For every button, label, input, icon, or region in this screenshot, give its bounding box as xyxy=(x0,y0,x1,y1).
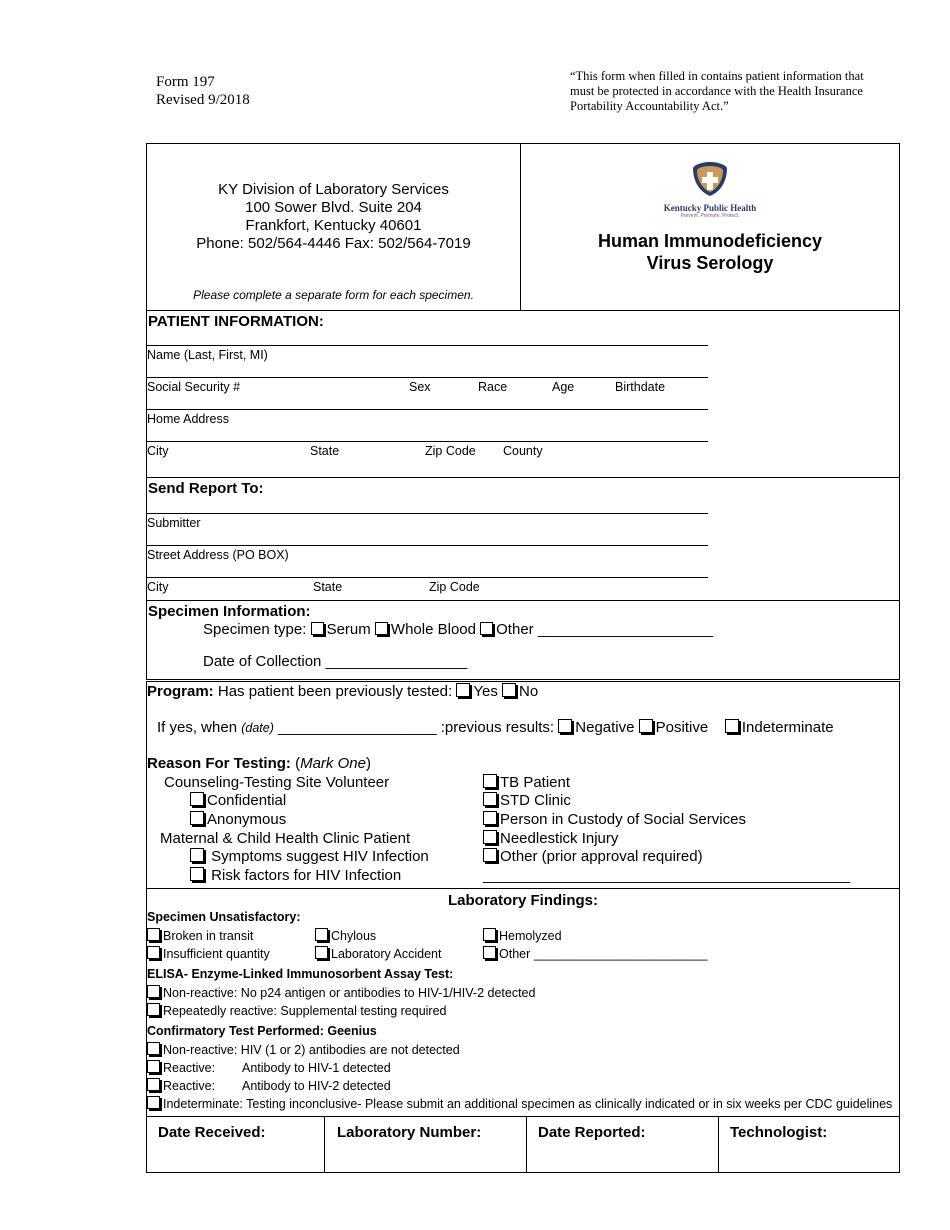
positive-label: Positive xyxy=(655,719,713,736)
elisa-nonreactive-checkbox[interactable] xyxy=(147,985,160,998)
lab-name: KY Division of Laboratory Services xyxy=(218,181,449,198)
custody-checkbox[interactable] xyxy=(483,811,497,825)
risk-option xyxy=(190,867,401,884)
street-label: Street Address (PO BOX) xyxy=(147,548,289,562)
footer-table xyxy=(146,1116,900,1173)
conf-reactive2-label: Antibody to HIV-2 detected xyxy=(242,1079,391,1093)
form-revised: Revised 9/2018 xyxy=(156,92,250,108)
conf-indeterminate-label: Indeterminate: Testing inconclusive- Please submit an additional specimen as clinically indicated or in six weeks per CDC guidelines xyxy=(163,1097,893,1111)
insufficient-checkbox[interactable] xyxy=(147,946,160,959)
lab-city: Frankfort, Kentucky 40601 xyxy=(245,217,422,234)
specimen-other-label: Other _____________________ xyxy=(496,621,714,638)
conf-indeterminate-option xyxy=(147,1096,892,1111)
chylous-option xyxy=(315,928,376,943)
serum-checkbox[interactable] xyxy=(311,622,324,635)
mark-one-paren: ) xyxy=(365,755,371,772)
date-received-cell[interactable]: Date Received: xyxy=(158,1124,266,1141)
section-divider xyxy=(146,477,900,478)
hipaa-notice xyxy=(570,69,864,114)
std-option xyxy=(483,792,571,809)
specimen-type-label: Specimen type: xyxy=(203,621,311,638)
whole-blood-checkbox[interactable] xyxy=(375,622,388,635)
hemolyzed-label: Hemolyzed xyxy=(499,929,562,943)
lab-accident-option xyxy=(315,946,442,961)
anonymous-label: Anonymous xyxy=(207,811,287,828)
unsat-heading: Specimen Unsatisfactory: xyxy=(147,910,301,924)
title-line-1: Human Immunodeficiency xyxy=(597,231,823,251)
specimen-type-row xyxy=(203,621,713,638)
confidential-checkbox[interactable] xyxy=(190,792,204,806)
title-line-2: Virus Serology xyxy=(646,253,774,273)
confirm-heading: Confirmatory Test Performed: Geenius xyxy=(147,1024,377,1038)
broken-label: Broken in transit xyxy=(163,929,254,943)
patient-zip-label: Zip Code xyxy=(425,444,476,458)
form-title xyxy=(520,230,900,274)
mark-one-paren: ( xyxy=(290,755,301,772)
specimen-other-checkbox[interactable] xyxy=(480,622,493,635)
submitter-line[interactable] xyxy=(146,513,708,514)
name-line[interactable] xyxy=(146,345,708,346)
hipaa-notice-line: “This form when filled in contains patient information that xyxy=(570,69,864,83)
previously-tested-row xyxy=(147,683,538,700)
reason-heading: Reason For Testing: xyxy=(147,755,291,772)
positive-checkbox[interactable] xyxy=(639,719,653,733)
submitter-label: Submitter xyxy=(147,516,201,530)
elisa-nonreactive-label: Non-reactive: No p24 antigen or antibodies to HIV-1/HIV-2 detected xyxy=(163,986,536,1000)
tested-no-label: No xyxy=(518,683,539,700)
lab-phone-fax: Phone: 502/564-4446 Fax: 502/564-7019 xyxy=(196,235,471,252)
findings-other-option xyxy=(483,946,708,961)
elisa-repeat-label: Repeatedly reactive: Supplemental testing required xyxy=(163,1004,447,1018)
patient-county-label: County xyxy=(503,444,543,458)
confidential-option xyxy=(190,792,286,809)
indeterminate-label: Indeterminate xyxy=(741,719,834,736)
conf-reactive2-checkbox[interactable] xyxy=(147,1078,160,1091)
birthdate-label: Birthdate xyxy=(615,380,666,394)
patient-state-label: State xyxy=(310,444,340,458)
needlestick-option xyxy=(483,830,618,847)
findings-other-label: Other _________________________ xyxy=(499,947,708,961)
section-divider xyxy=(146,600,900,601)
program-heading: Program: xyxy=(147,683,214,700)
confidential-label: Confidential xyxy=(207,792,287,809)
conf-reactive1-label: Antibody to HIV-1 detected xyxy=(242,1061,391,1075)
report-zip-label: Zip Code xyxy=(429,580,480,594)
tested-no-checkbox[interactable] xyxy=(502,683,516,697)
conf-reactive1-checkbox[interactable] xyxy=(147,1060,160,1073)
technologist-cell[interactable]: Technologist: xyxy=(730,1124,828,1141)
std-checkbox[interactable] xyxy=(483,792,497,806)
patient-city-label: City xyxy=(147,444,169,458)
report-city-line[interactable] xyxy=(146,577,708,578)
date-of-collection[interactable]: Date of Collection _________________ xyxy=(203,653,468,670)
tb-option xyxy=(483,774,570,791)
form-id-block xyxy=(156,73,250,109)
tested-yes-label: Yes xyxy=(473,683,502,700)
specimen-info-heading: Specimen Information: xyxy=(148,603,311,620)
tb-checkbox[interactable] xyxy=(483,774,497,788)
race-label: Race xyxy=(478,380,508,394)
custody-label: Person in Custody of Social Services xyxy=(500,811,746,828)
std-label: STD Clinic xyxy=(500,792,571,809)
anonymous-option xyxy=(190,811,286,828)
hemolyzed-option xyxy=(483,928,562,943)
shield-logo-icon xyxy=(690,160,730,198)
risk-factors-checkbox[interactable] xyxy=(190,867,204,881)
if-yes-label: If yes, when xyxy=(157,719,242,736)
conf-reactive2-option xyxy=(147,1078,391,1093)
needlestick-label: Needlestick Injury xyxy=(500,830,619,847)
separate-form-instruction: Please complete a separate form for each specimen. xyxy=(193,288,474,302)
findings-other-checkbox[interactable] xyxy=(483,946,496,959)
negative-label: Negative xyxy=(575,719,639,736)
home-address-line[interactable] xyxy=(146,409,708,410)
insufficient-option xyxy=(147,946,270,961)
report-state-label: State xyxy=(313,580,343,594)
reason-other-checkbox[interactable] xyxy=(483,848,497,862)
footer-divider xyxy=(324,1117,325,1172)
custody-option xyxy=(483,811,746,828)
footer-divider xyxy=(526,1117,527,1172)
name-label: Name (Last, First, MI) xyxy=(147,348,268,362)
symptoms-option xyxy=(190,848,429,865)
form-number: Form 197 xyxy=(156,74,215,90)
lab-accident-checkbox[interactable] xyxy=(315,946,328,959)
street-line[interactable] xyxy=(146,545,708,546)
ssn-line[interactable] xyxy=(146,377,708,378)
patient-info-heading: PATIENT INFORMATION: xyxy=(148,313,324,330)
counseling-label: Counseling-Testing Site Volunteer xyxy=(164,774,390,791)
conf-reactive1-prefix: Reactive: xyxy=(163,1061,216,1075)
lab-number-cell[interactable]: Laboratory Number: xyxy=(337,1124,482,1141)
lab-street: 100 Sower Blvd. Suite 204 xyxy=(245,199,422,216)
elisa-nonreactive-option xyxy=(147,985,535,1000)
report-city-label: City xyxy=(147,580,169,594)
hipaa-notice-line: must be protected in accordance with the Health Insurance xyxy=(570,84,863,98)
conf-reactive2-prefix: Reactive: xyxy=(163,1079,216,1093)
symptoms-label: Symptoms suggest HIV Infection xyxy=(207,848,429,865)
sex-label: Sex xyxy=(409,380,431,394)
broken-checkbox[interactable] xyxy=(147,928,160,941)
logo-tagline: Prevent. Promote. Protect. xyxy=(680,213,740,219)
logo-text: Kentucky Public Health xyxy=(663,203,757,213)
elisa-repeat-checkbox[interactable] xyxy=(147,1003,160,1016)
date-hint: (date) xyxy=(241,721,274,735)
anonymous-checkbox[interactable] xyxy=(190,811,204,825)
patient-city-line[interactable] xyxy=(146,441,708,442)
chylous-label: Chylous xyxy=(331,929,377,943)
conf-nonreactive-label: Non-reactive: HIV (1 or 2) antibodies are not detected xyxy=(163,1043,460,1057)
risk-factors-label: Risk factors for HIV Infection xyxy=(207,867,402,884)
reason-other-option xyxy=(483,848,703,865)
elisa-heading: ELISA- Enzyme-Linked Immunosorbent Assay Test: xyxy=(147,967,454,981)
previously-tested-question: Has patient been previously tested: xyxy=(213,683,457,700)
reason-heading-row xyxy=(147,755,371,772)
header-box xyxy=(146,143,900,311)
indeterminate-checkbox[interactable] xyxy=(725,719,739,733)
serum-label: Serum xyxy=(326,621,375,638)
conf-nonreactive-checkbox[interactable] xyxy=(147,1042,160,1055)
age-label: Age xyxy=(552,380,575,394)
negative-checkbox[interactable] xyxy=(558,719,572,733)
chylous-checkbox[interactable] xyxy=(315,928,328,941)
date-reported-cell[interactable]: Date Reported: xyxy=(538,1124,646,1141)
maternal-label: Maternal & Child Health Clinic Patient xyxy=(160,830,411,847)
footer-divider xyxy=(718,1117,719,1172)
whole-blood-label: Whole Blood xyxy=(390,621,481,638)
hemolyzed-checkbox[interactable] xyxy=(483,928,496,941)
tested-yes-checkbox[interactable] xyxy=(456,683,470,697)
needlestick-checkbox[interactable] xyxy=(483,830,497,844)
conf-nonreactive-option xyxy=(147,1042,460,1057)
reason-other-label: Other (prior approval required) xyxy=(500,848,703,865)
kentucky-public-health-logo xyxy=(520,160,900,219)
previous-results-row xyxy=(157,719,834,736)
ssn-label: Social Security # xyxy=(147,380,241,394)
insufficient-label: Insufficient quantity xyxy=(163,947,270,961)
reason-other-blank[interactable]: ____________________________________________ xyxy=(483,867,851,884)
send-report-heading: Send Report To: xyxy=(148,480,264,497)
mark-one-label: Mark One xyxy=(300,755,366,772)
conf-reactive1-option xyxy=(147,1060,391,1075)
broken-option xyxy=(147,928,253,943)
lab-findings-heading: Laboratory Findings: xyxy=(448,892,598,909)
lab-accident-label: Laboratory Accident xyxy=(331,947,442,961)
lab-address xyxy=(147,181,520,253)
conf-indeterminate-checkbox[interactable] xyxy=(147,1096,160,1109)
elisa-repeat-option xyxy=(147,1003,447,1018)
previous-results-label[interactable]: ___________________ :previous results: xyxy=(273,719,559,736)
home-address-label: Home Address xyxy=(147,412,229,426)
hipaa-notice-line: Portability Accountability Act.” xyxy=(570,99,729,113)
tb-label: TB Patient xyxy=(500,774,571,791)
symptoms-checkbox[interactable] xyxy=(190,848,204,862)
